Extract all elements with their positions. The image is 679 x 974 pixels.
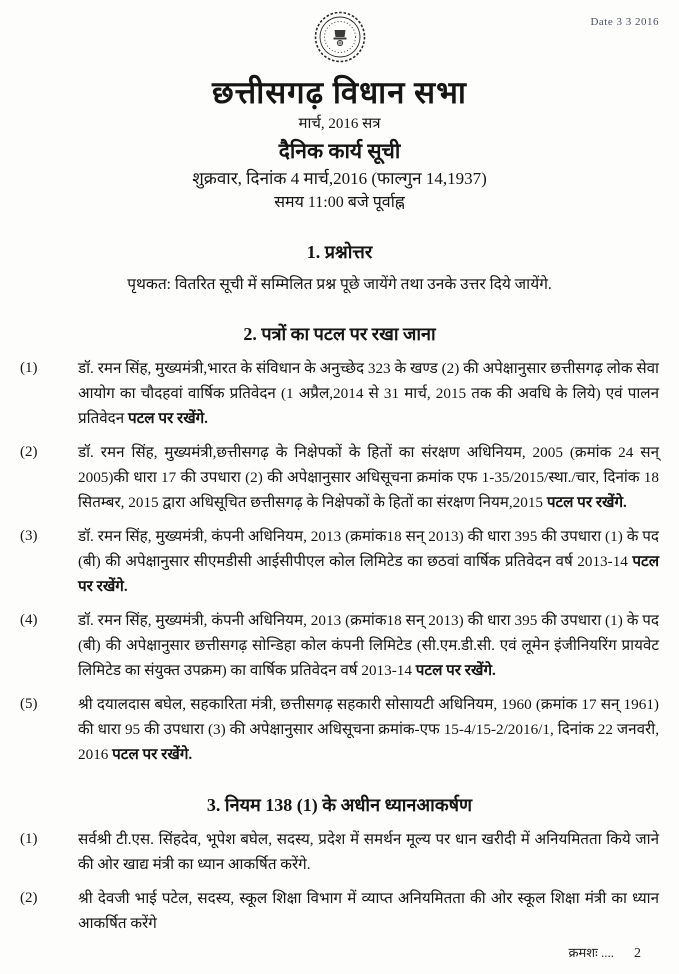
item-bold-phrase: पटल पर रखेंगे.	[546, 494, 627, 511]
item-text-body: डॉ. रमन सिंह, मुख्यमंत्री,भारत के संविधान के अनुच्छेद 323 के खण्ड (2) की अपेक्षानुसार छत्तीसगढ़ लोक सेवा आयोग का चौदहवां वार्षिक प्रतिवेदन (1 अप्रैल,2014 से 31 मार्च, 2015 तक की अवधि के लिये) एवं पालन प्रतिवेदन	[78, 360, 659, 427]
state-assembly-seal-icon	[313, 10, 367, 66]
item-bold-phrase: पटल पर रखेंगे.	[127, 410, 208, 427]
emblem-wrap	[0, 10, 679, 66]
item-text	[78, 692, 659, 767]
section-heading: 2. पत्रों का पटल पर रखा जाना	[243, 324, 436, 344]
handwritten-date-note: Date 3 3 2016	[590, 16, 659, 28]
agenda-item	[20, 608, 659, 683]
item-text-body: डॉ. रमन सिंह, मुख्यमंत्री,छत्तीसगढ़ के निक्षेपकों के हितों का संरक्षण अधिनियम, 2005 (क्रमांक 24 सन् 2005)की धारा 17 की उपधारा (2) की अपेक्षानुसार अधिसूचना क्रमांक एफ 1-35/2015/स्था./चार, दिनांक 18 सितम्बर, 2015 द्वारा अधिसूचित छत्तीसगढ़ के निक्षेपकों के हितों का संरक्षण नियम,2015	[78, 444, 659, 511]
item-number: (4)	[20, 612, 38, 628]
continuation-label: क्रमशः ....	[568, 945, 614, 960]
item-number: (1)	[20, 831, 38, 847]
session-subtitle: मार्च, 2016 सत्र	[298, 116, 381, 132]
section-papers-laid	[0, 322, 679, 767]
item-text-body: श्री देवजी भाई पटेल, सदस्य, स्कूल शिक्षा विभाग में व्याप्त अनियमितता की ओर स्कूल शिक्षा मंत्री का ध्यान आकर्षित करेंगे	[78, 890, 659, 932]
item-number: (3)	[20, 528, 38, 544]
item-text	[78, 356, 659, 431]
agenda-items-list	[0, 827, 679, 936]
item-text	[78, 440, 659, 515]
document-header	[0, 0, 679, 214]
agenda-item	[20, 827, 659, 877]
page-title: छत्तीसगढ़ विधान सभा	[212, 75, 467, 110]
item-text	[78, 524, 659, 599]
item-bold-phrase: पटल पर रखेंगे.	[78, 553, 659, 595]
item-number: (2)	[20, 890, 38, 906]
item-number: (2)	[20, 444, 38, 460]
agenda-item	[20, 692, 659, 767]
next-page-number: 2	[634, 946, 641, 961]
agenda-item	[20, 440, 659, 515]
sitting-date-line: शुक्रवार, दिनांक 4 मार्च,2016 (फाल्गुन 14,1937)	[192, 169, 487, 188]
item-number: (1)	[20, 360, 38, 376]
section-heading: 1. प्रश्नोत्तर	[306, 242, 373, 262]
item-text	[78, 608, 659, 683]
item-bold-phrase: पटल पर रखेंगे.	[415, 662, 496, 679]
agenda-items-list	[0, 356, 679, 767]
agenda-item	[20, 356, 659, 431]
section-questions	[0, 240, 679, 296]
agenda-item	[20, 524, 659, 599]
doc-title: दैनिक कार्य सूची	[278, 139, 401, 163]
section-call-attention	[0, 793, 679, 936]
item-text-body: डॉ. रमन सिंह, मुख्यमंत्री, कंपनी अधिनियम, 2013 (क्रमांक18 सन् 2013) की धारा 395 की उपधारा (1) के पद (बी) की अपेक्षानुसार सीएमडीसी आईसीपीएल कोल लिमिटेड का छठवां वार्षिक प्रतिवेदन वर्ष 2013-14	[78, 528, 659, 570]
item-number: (5)	[20, 696, 38, 712]
section-heading: 3. नियम 138 (1) के अधीन ध्यानआकर्षण	[206, 795, 473, 815]
item-text-body: श्री दयालदास बघेल, सहकारिता मंत्री, छत्तीसगढ़ सहकारी सोसायटी अधिनियम, 1960 (क्रमांक 17 सन् 1961) की धारा 95 की उपधारा (3) की अपेक्षानुसार अधिसूचना क्रमांक-एफ 15-4/15-2/2016/1, दिनांक 22 जनवरी, 2016	[78, 696, 659, 763]
section-intro: पृथकत: वितरित सूची में सम्मिलित प्रश्न पूछे जायेंगे तथा उनके उत्तर दिये जायेंगे.	[127, 276, 552, 293]
item-text-body: सर्वश्री टी.एस. सिंहदेव, भूपेश बघेल, सदस्य, प्रदेश में समर्थन मूल्य पर धान खरीदी में अनियमितता किये जाने की ओर खाद्य मंत्री का ध्यान आकर्षित करेंगे.	[78, 831, 659, 873]
agenda-item	[20, 886, 659, 936]
continuation-note	[569, 943, 641, 962]
item-text	[78, 886, 659, 936]
item-text	[78, 827, 659, 877]
item-bold-phrase: पटल पर रखेंगे.	[112, 746, 193, 763]
item-text-body: डॉ. रमन सिंह, मुख्यमंत्री, कंपनी अधिनियम, 2013 (क्रमांक18 सन् 2013) की धारा 395 की उपधारा (1) के पद (बी) की अपेक्षानुसार छत्तीसगढ़ सोन्डिहा कोल कंपनी लिमिटेड (सी.एम.डी.सी. एवं लूमेन इंजीनियरिंग प्रायवेट लिमिटेड का संयुक्त उपक्रम) का वार्षिक प्रतिवेदन वर्ष 2013-14	[78, 612, 659, 679]
sitting-time-line: समय 11:00 बजे पूर्वाह्न	[274, 194, 405, 211]
